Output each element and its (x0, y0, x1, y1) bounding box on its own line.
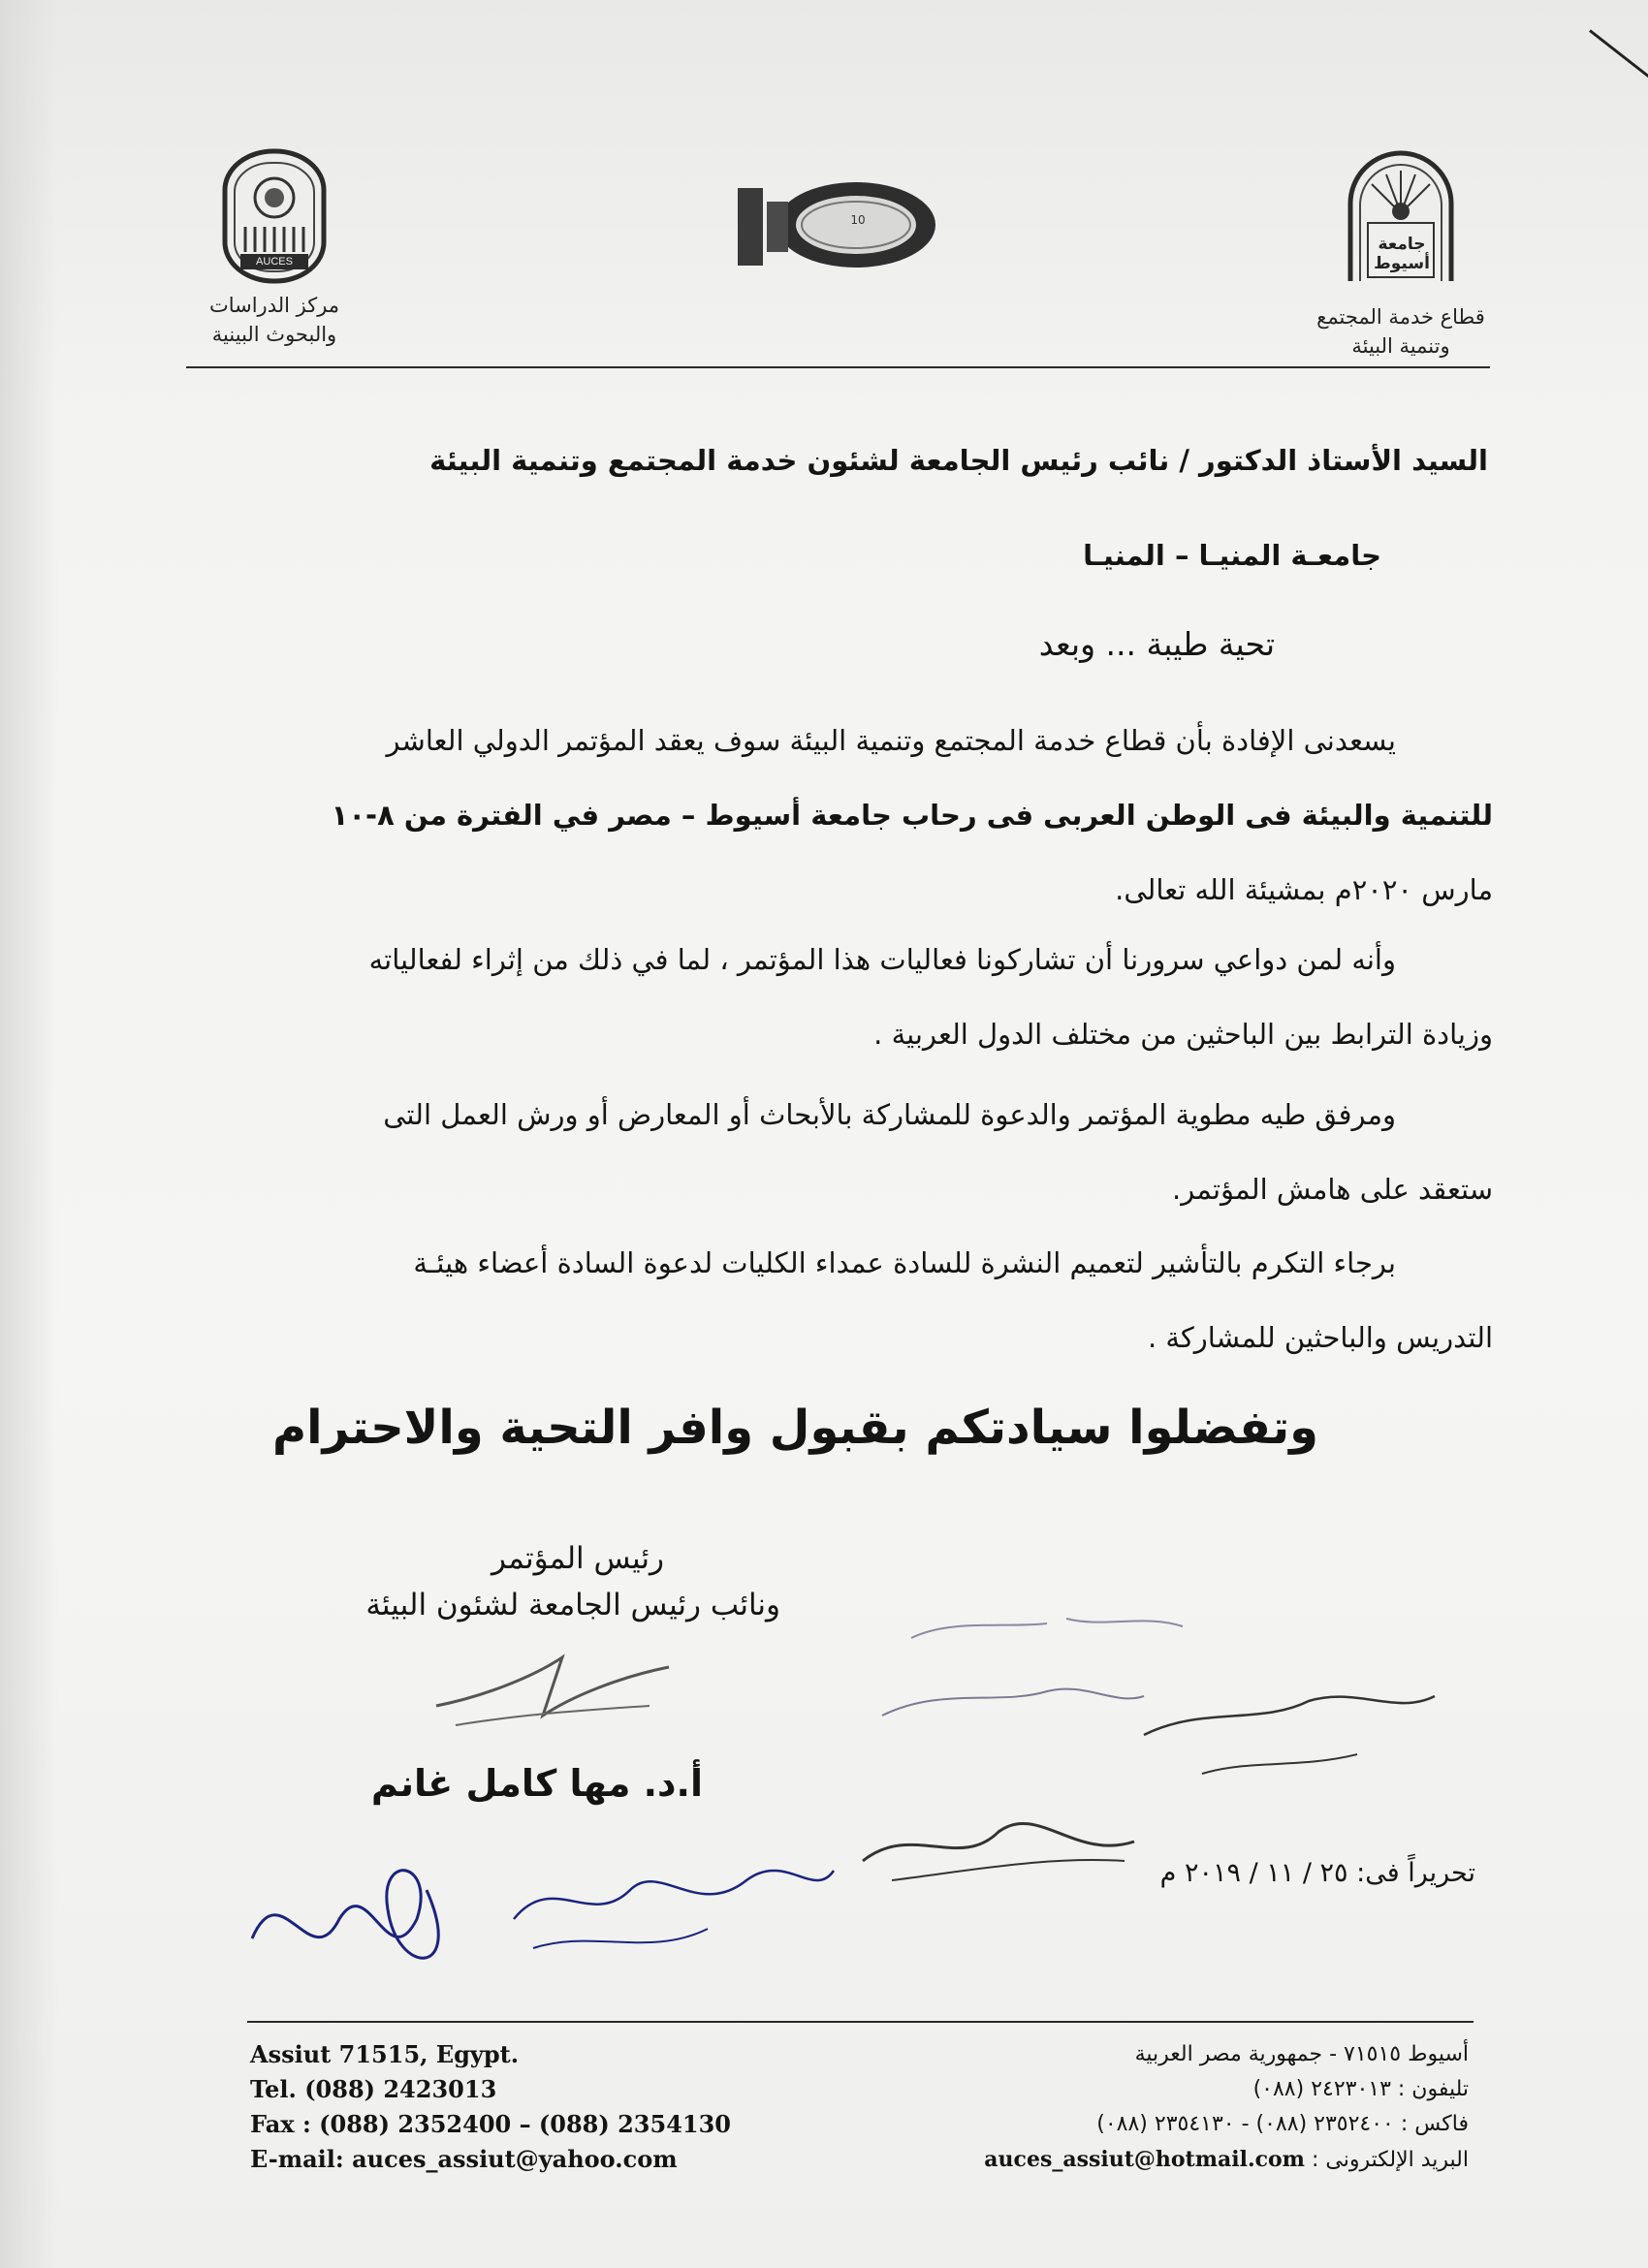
addressee: السيد الأستاذ الدكتور / نائب رئيس الجامعة لشئون خدمة المجتمع وتنمية البيئة (429, 444, 1488, 477)
auces-logo-text: AUCES (256, 256, 293, 268)
paragraph-4-line-2: التدريس والباحثين للمشاركة . (1147, 1321, 1493, 1354)
footer-email-ar[interactable]: auces_assiut@hotmail.com (984, 2147, 1305, 2172)
right-caption-line2: وتنمية البيئة (1351, 334, 1450, 358)
handwritten-signature (242, 1812, 843, 1997)
footer-fax-ar: فاكس : ٢٣٥٢٤٠٠ (٠٨٨) - ٢٣٥٤١٣٠ (٠٨٨) (1096, 2112, 1469, 2136)
footer-tel-en: Tel. (088) 2423013 (250, 2075, 497, 2103)
closing-line: وتفضلوا سيادتكم بقبول وافر التحية والاحترام (272, 1401, 1318, 1455)
signatory-name: أ.د. مها كامل غانم (370, 1762, 703, 1805)
signatory-title-2: ونائب رئيس الجامعة لشئون البيئة (365, 1588, 780, 1622)
footer-contact-ar (984, 2037, 1469, 2178)
signature-scribble (427, 1638, 679, 1745)
anniversary-logo-number: 10 (850, 213, 866, 227)
paragraph-3-line-1: ومرفق طيه مطوية المؤتمر والدعوة للمشاركة بالأبحاث أو المعارض أو ورش العمل التى (383, 1098, 1396, 1131)
paragraph-2-line-2: وزيادة الترابط بين الباحثين من مختلف الدول العربية . (873, 1018, 1493, 1051)
footer-email-label: البريد الإلكترونى : (1311, 2148, 1469, 2172)
date-line: تحريراً فى: ٢٥ / ١١ / ٢٠١٩ م (1159, 1858, 1475, 1888)
greeting: تحية طيبة ... وبعد (1038, 625, 1275, 663)
footer-address-en: Assiut 71515, Egypt. (250, 2040, 520, 2068)
footer-email-en[interactable]: E-mail: auces_assiut@yahoo.com (250, 2145, 678, 2173)
header-rule (186, 366, 1490, 368)
signatory-title-1: رئيس المؤتمر (491, 1541, 664, 1576)
paragraph-1 (155, 721, 1493, 945)
assiut-logo-text: جامعة أسيوط (1374, 235, 1430, 273)
assiut-university-logo (1343, 145, 1459, 286)
anniversary-logo (732, 174, 940, 276)
handwritten-note (853, 1599, 1454, 1793)
auces-logo (221, 147, 328, 285)
paragraph-1-line-3: مارس ٢٠٢٠م بمشيئة الله تعالى. (1115, 873, 1493, 906)
paragraph-1-line-1: يسعدنى الإفادة بأن قطاع خدمة المجتمع وتنمية البيئة سوف يعقد المؤتمر الدولي العاشر (386, 724, 1396, 757)
scan-corner-mark (1589, 29, 1648, 79)
paragraph-2-line-1: وأنه لمن دواعي سرورنا أن تشاركونا فعاليات هذا المؤتمر ، لما في ذلك من إثراء لفعالياته (368, 943, 1396, 976)
scan-shadow (0, 0, 58, 2268)
right-caption (1299, 302, 1503, 361)
paragraph-3-line-2: ستعقد على هامش المؤتمر. (1172, 1173, 1493, 1206)
footer-email-ar-row (984, 2142, 1469, 2178)
footer-rule (247, 2021, 1474, 2023)
paragraph-4 (155, 1244, 1493, 1393)
left-caption (192, 291, 357, 349)
footer-tel-ar: تليفون : ٢٤٢٣٠١٣ (٠٨٨) (1252, 2077, 1469, 2101)
footer-fax-en: Fax : (088) 2352400 – (088) 2354130 (250, 2110, 731, 2138)
footer-contact-en (250, 2037, 731, 2177)
paragraph-2 (155, 940, 1493, 1089)
left-caption-line1: مركز الدراسات (208, 294, 340, 317)
paragraph-1-line-2: للتنمية والبيئة فى الوطن العربى فى رحاب جامعة أسيوط – مصر في الفترة من ٨-١٠ (331, 799, 1493, 832)
paragraph-3 (155, 1095, 1493, 1244)
paragraph-4-line-1: برجاء التكرم بالتأشير لتعميم النشرة للسادة عمداء الكليات لدعوة السادة أعضاء هيئـة (413, 1246, 1396, 1279)
left-caption-line2: والبحوث البينية (211, 323, 337, 346)
recipient-university: جامعـة المنيـا – المنيـا (1083, 539, 1381, 572)
footer-address-ar: أسيوط ٧١٥١٥ - جمهورية مصر العربية (1134, 2042, 1469, 2066)
right-caption-line1: قطاع خدمة المجتمع (1316, 305, 1485, 329)
handwritten-date-scribble (853, 1803, 1144, 1890)
